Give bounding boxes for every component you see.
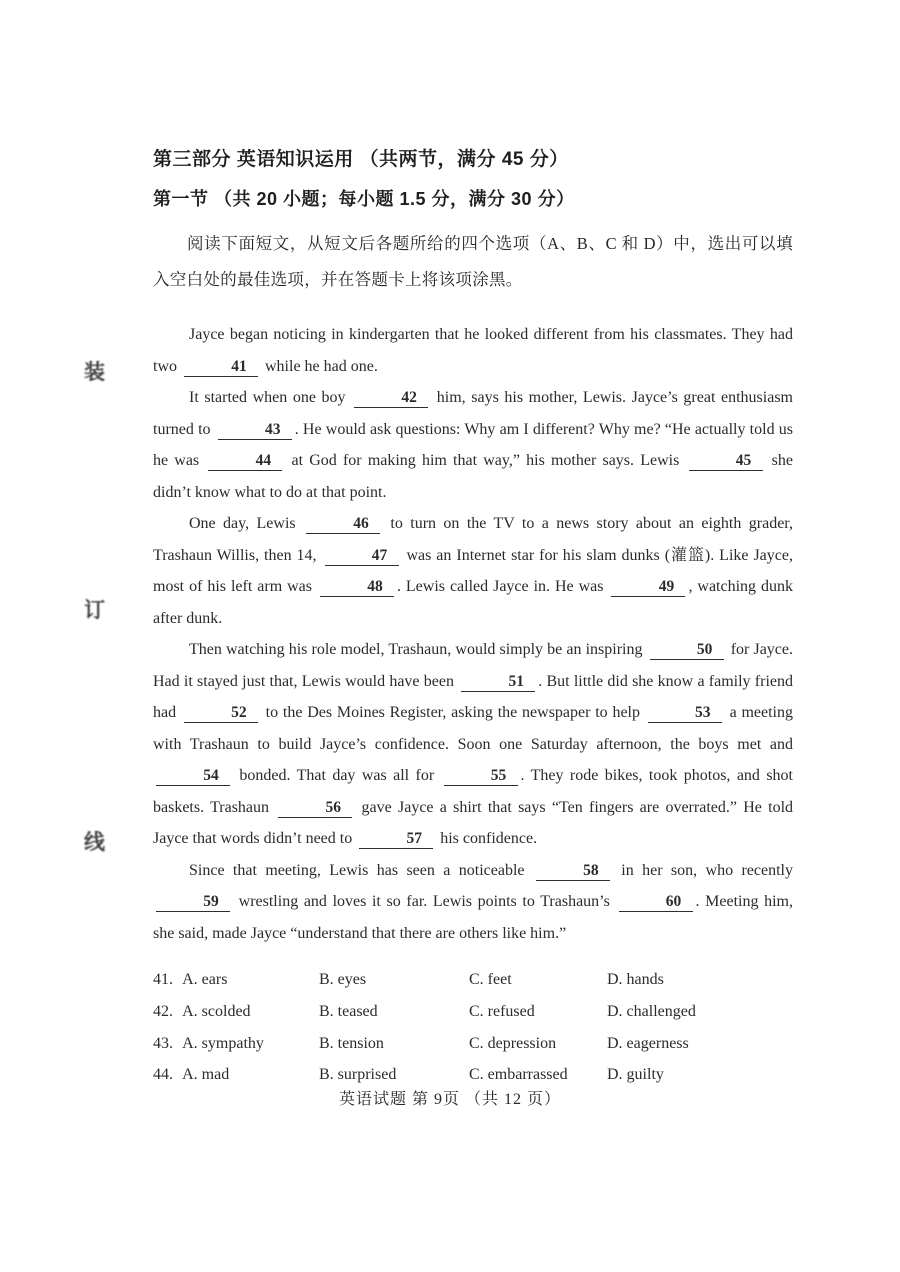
cloze-blank-49: 49 <box>611 578 685 597</box>
section-title: 第一节 （共 20 小题；每小题 1.5 分，满分 30 分） <box>153 189 575 209</box>
cloze-blank-53: 53 <box>648 704 722 723</box>
question-number: 41. <box>153 971 173 988</box>
cloze-blank-43: 43 <box>218 421 292 440</box>
cloze-blank-41: 41 <box>184 358 258 377</box>
cloze-passage <box>153 319 793 949</box>
cloze-blank-52: 52 <box>184 704 258 723</box>
option-choice: B. surprised <box>319 1066 397 1084</box>
passage-paragraph: It started when one boy 42 him, says his mother, Lewis. Jayce’s great enthusiasm turned to 43 . He would ask questions: Why am I different? Why me? “He actually told us he was 44 at God for making him that way,” his mother says. Lewis 45 she didn’t know what to do at that point. <box>153 389 794 501</box>
cloze-blank-54: 54 <box>156 767 230 786</box>
option-choice: D. eagerness <box>607 1034 689 1052</box>
cloze-blank-42: 42 <box>354 389 428 408</box>
option-choice: B. tension <box>319 1034 384 1052</box>
option-choice: D. guilty <box>607 1066 664 1084</box>
option-choice: C. embarrassed <box>469 1066 568 1084</box>
page-footer: 英语试题 第 9页 （共 12 页） <box>338 1091 561 1108</box>
option-choice: B. eyes <box>319 971 367 988</box>
cloze-blank-46: 46 <box>306 515 380 534</box>
cloze-blank-60: 60 <box>619 893 693 912</box>
question-number: 42. <box>153 1002 173 1020</box>
option-row <box>153 996 793 1028</box>
options-table <box>153 964 793 1091</box>
option-choice: C. feet <box>469 971 512 988</box>
passage-paragraph: Then watching his role model, Trashaun, would simply be an inspiring 50 for Jayce. Had it stayed just that, Lewis would have been 51 . But little did she know a family friend had 52 to the Des Moines Register, asking the newspaper to help 53 a meeting with Trashaun to build Jayce’s confidence. Soon one Saturday afternoon, the boys met and 54 bonded. That day was all for 55 . They rode bikes, took photos, and shot baskets. Trashaun 56 gave Jayce a shirt that says “Ten fingers are overrated.” He told Jayce that words didn’t need to 57 his confidence. <box>153 641 794 847</box>
cloze-blank-48: 48 <box>320 578 394 597</box>
cloze-blank-59: 59 <box>156 893 230 912</box>
cloze-blank-55: 55 <box>444 767 518 786</box>
cloze-blank-57: 57 <box>359 830 433 849</box>
binding-mark-ding: 订 <box>84 599 105 622</box>
cloze-blank-51: 51 <box>461 673 535 692</box>
option-choice: D. challenged <box>607 1002 696 1020</box>
option-row <box>153 964 793 996</box>
cloze-blank-47: 47 <box>325 547 399 566</box>
option-choice: C. refused <box>469 1002 535 1020</box>
question-number: 44. <box>153 1066 173 1084</box>
cloze-blank-56: 56 <box>278 799 352 818</box>
passage-paragraph: Jayce began noticing in kindergarten that he looked different from his classmates. They had two 41 while he had one. <box>153 326 793 375</box>
option-choice: 42. A. scolded <box>153 996 319 1028</box>
page-content <box>153 144 793 1091</box>
option-row <box>153 1028 793 1060</box>
binding-marks <box>84 0 118 1272</box>
option-choice: D. hands <box>607 971 664 988</box>
binding-mark-xian: 线 <box>84 831 105 854</box>
option-choice: B. teased <box>319 1002 378 1020</box>
cloze-blank-45: 45 <box>689 452 763 471</box>
binding-mark-zhuang: 装 <box>84 361 105 384</box>
cloze-blank-50: 50 <box>650 641 724 660</box>
cloze-blank-44: 44 <box>208 452 282 471</box>
cloze-blank-58: 58 <box>536 862 610 881</box>
instructions-text: 阅读下面短文，从短文后各题所给的四个选项（A、B、C 和 D）中，选出可以填入空白处的最佳选项，并在答题卡上将该项涂黑。 <box>153 234 793 289</box>
option-choice: 41. A. ears <box>153 964 319 996</box>
part-title: 第三部分 英语知识运用 （共两节，满分 45 分） <box>153 149 569 170</box>
option-choice: C. depression <box>469 1034 557 1052</box>
question-number: 43. <box>153 1034 173 1052</box>
option-choice: 44. A. mad <box>153 1059 319 1091</box>
passage-paragraph: One day, Lewis 46 to turn on the TV to a news story about an eighth grader, Trashaun Willis, then 14, 47 was an Internet star for his slam dunks (灌篮). Like Jayce, most of his left arm was 48 . Lewis called Jayce in. He was 49 , watching dunk after dunk. <box>153 515 793 627</box>
option-choice: 43. A. sympathy <box>153 1028 319 1060</box>
passage-paragraph: Since that meeting, Lewis has seen a noticeable 58 in her son, who recently 59 wrestling and loves it so far. Lewis points to Trashaun’s 60 . Meeting him, she said, made Jayce “understand that there are others like him.” <box>153 861 794 942</box>
